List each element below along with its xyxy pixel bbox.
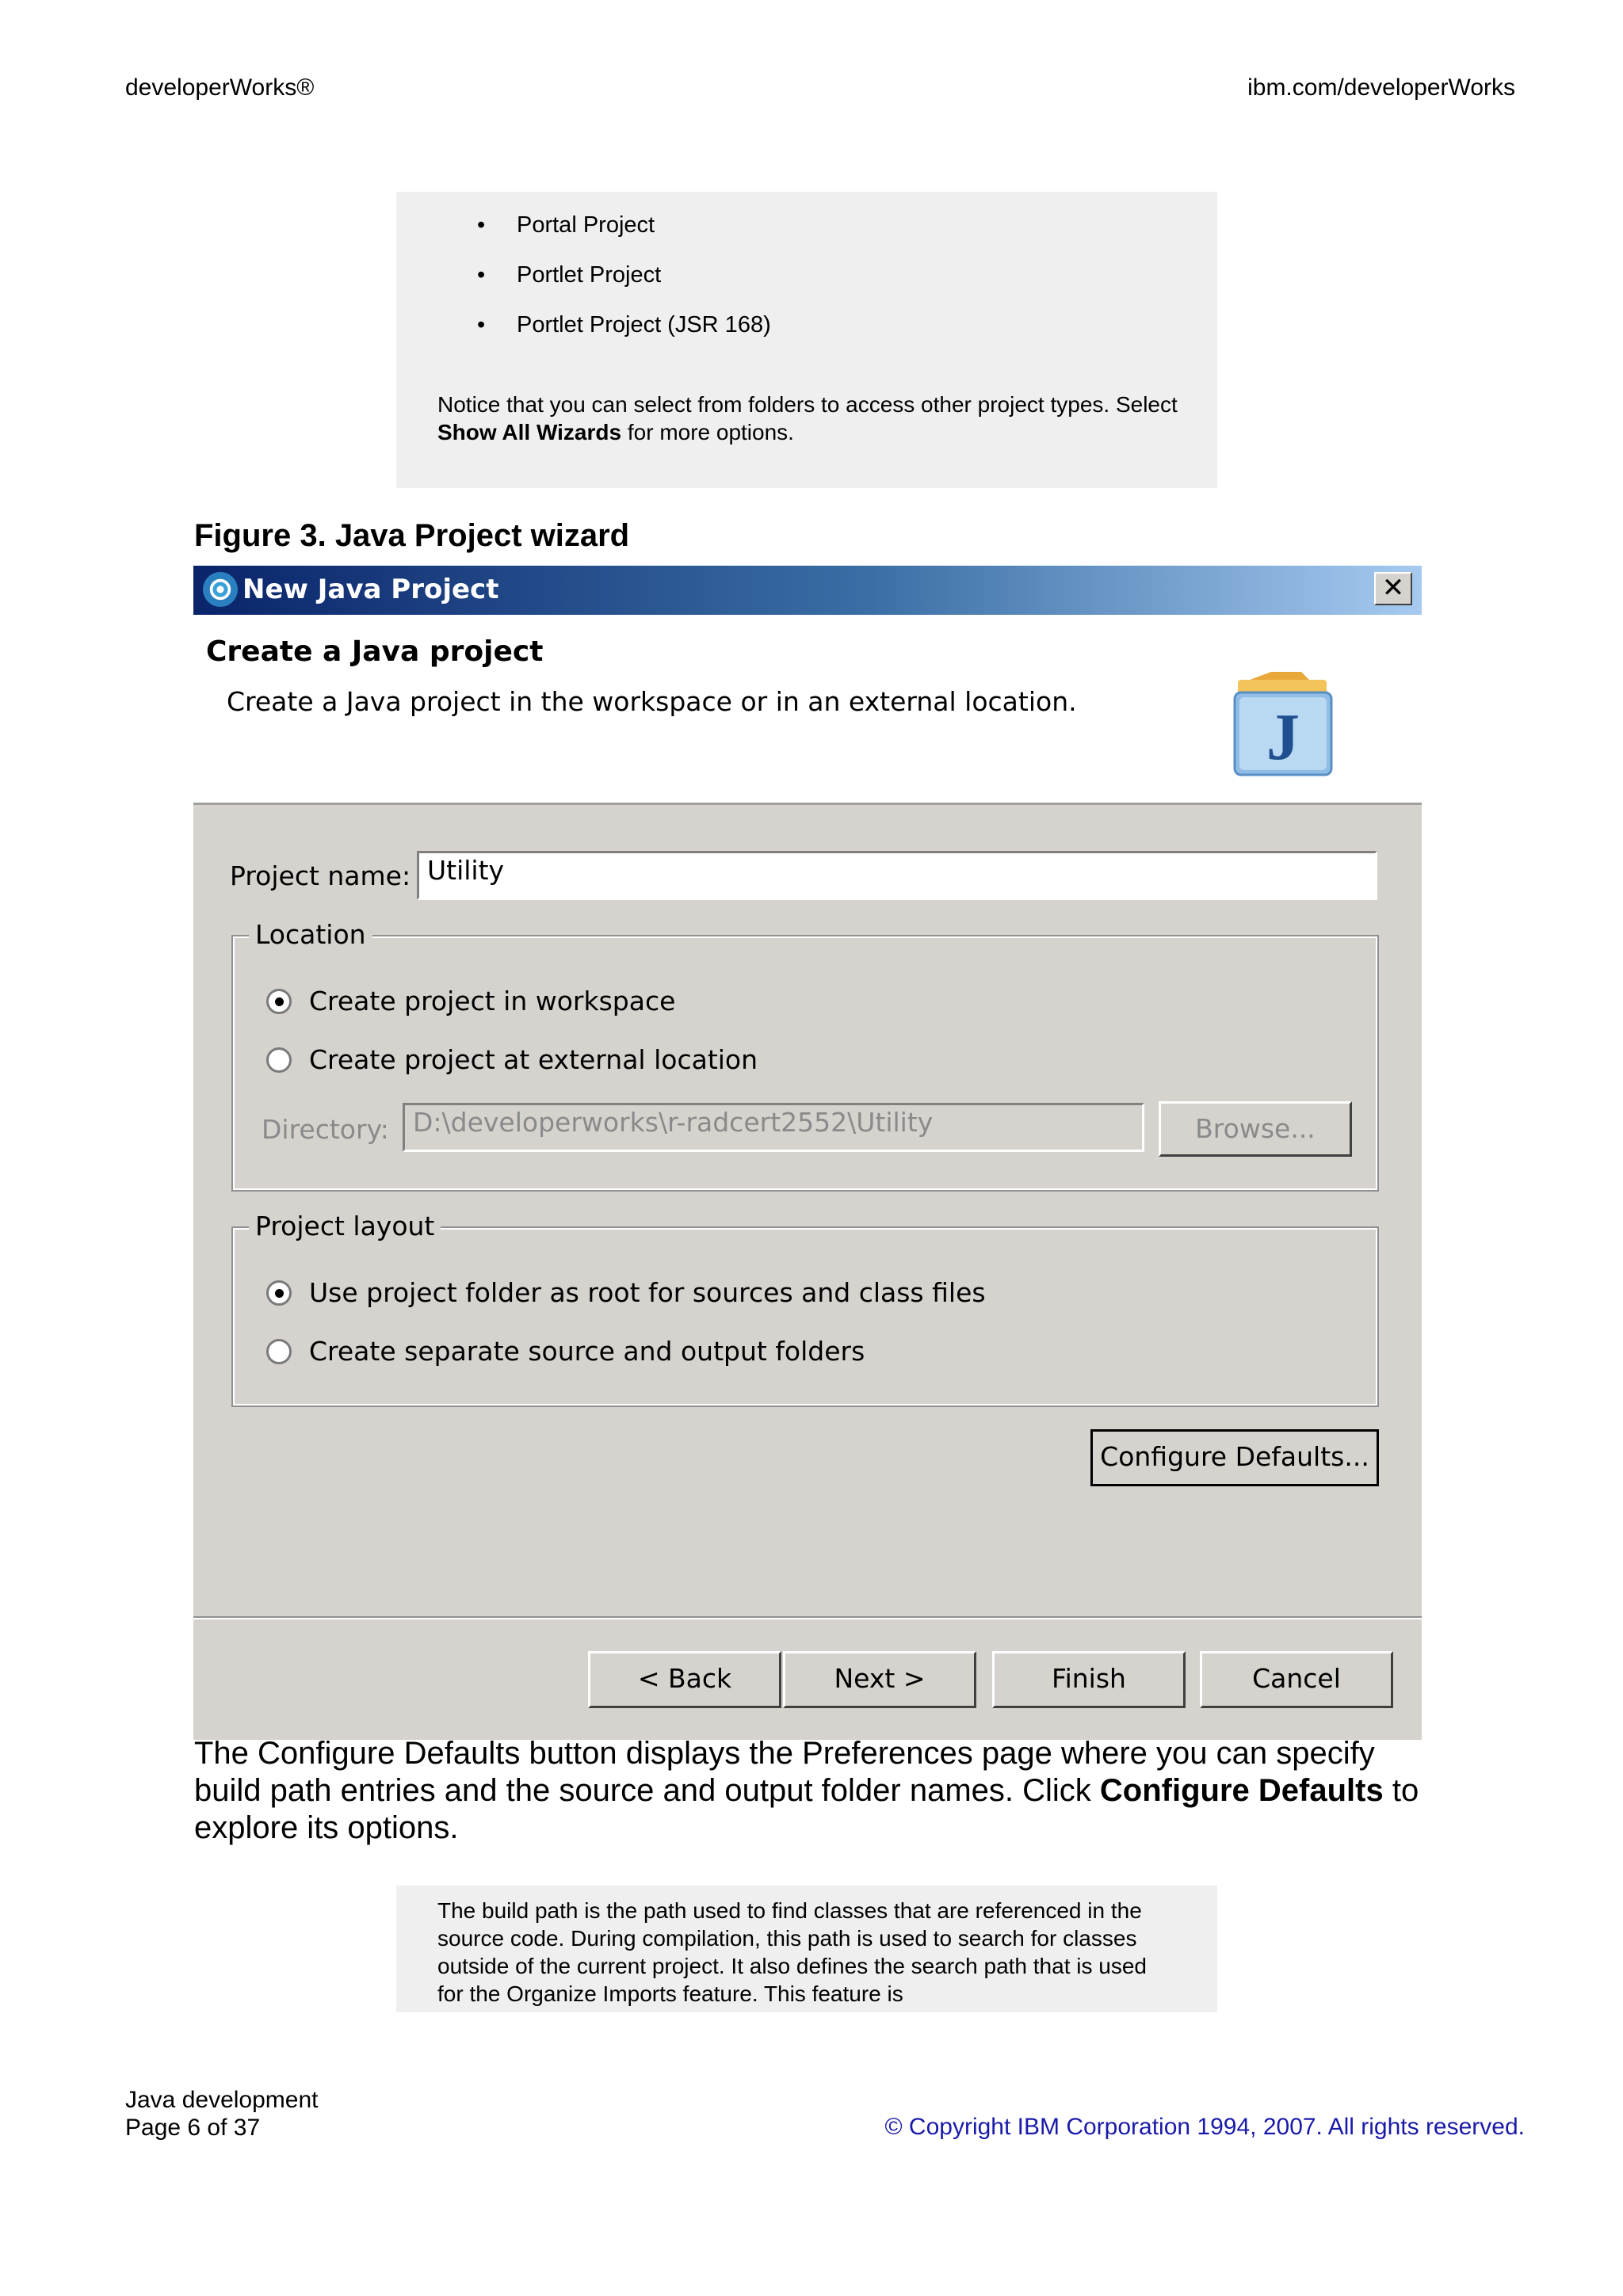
radio-label: Create separate source and output folders	[309, 1336, 865, 1367]
browse-button[interactable]: Browse...	[1159, 1101, 1352, 1157]
body-text: The Configure Defaults button displays the Preferences page where you can specify build path entries and the source and output folder names. Click	[194, 1736, 1375, 1808]
project-name-label: Project name:	[230, 860, 411, 891]
banner-icon-letter: J	[1266, 700, 1300, 774]
note-box-wizards	[396, 192, 1217, 488]
radio-label: Create project at external location	[309, 1044, 758, 1075]
eclipse-icon	[203, 572, 238, 607]
header-brand: developerWorks®	[125, 74, 315, 101]
note-paragraph	[437, 391, 1178, 446]
header-url: ibm.com/developerWorks	[1247, 74, 1515, 101]
directory-input[interactable]: D:\developerworks\r-radcert2552\Utility	[403, 1103, 1144, 1152]
finish-button[interactable]: Finish	[992, 1651, 1186, 1708]
configure-defaults-button[interactable]: Configure Defaults...	[1090, 1429, 1379, 1486]
location-group-label: Location	[249, 919, 372, 950]
radio-create-in-workspace[interactable]	[309, 986, 675, 1016]
list-item-label: Portal Project	[517, 212, 655, 238]
directory-label: Directory:	[262, 1114, 389, 1145]
radio-separate-folders[interactable]	[309, 1336, 865, 1367]
location-group	[233, 919, 1377, 1190]
java-project-folder-icon	[1224, 664, 1342, 783]
radio-create-external[interactable]	[309, 1044, 758, 1075]
footer-title: Java development	[125, 2087, 319, 2113]
note-text-end: for more options.	[621, 420, 794, 444]
cancel-button[interactable]: Cancel	[1200, 1651, 1393, 1708]
close-icon: ✕	[1381, 572, 1405, 604]
body-text-end: to explore its options.	[194, 1773, 1419, 1845]
radio-selected-icon	[266, 1280, 292, 1306]
close-button[interactable]	[1374, 572, 1412, 605]
footer-page-number: Page 6 of 37	[125, 2115, 261, 2141]
back-button[interactable]: < Back	[588, 1651, 781, 1708]
list-item: • Portal Project	[477, 212, 655, 238]
figure-caption: Figure 3. Java Project wizard	[194, 518, 630, 553]
note-text: The build path is the path used to find classes that are referenced in the source code. During compilation, this path is used to search for classes outside of the current project. It also defines the search path that is used for the Organize Imports feature. This feature is	[437, 1898, 1147, 2006]
dialog-separator	[193, 1616, 1422, 1619]
footer-copyright-link[interactable]: © Copyright IBM Corporation 1994, 2007. All rights reserved.	[884, 2114, 1525, 2140]
body-paragraph	[194, 1735, 1446, 1847]
banner-title: Create a Java project	[206, 635, 544, 668]
radio-label: Create project in workspace	[309, 986, 676, 1016]
radio-project-folder-root[interactable]	[309, 1277, 986, 1308]
project-name-input[interactable]: Utility	[417, 851, 1377, 900]
radio-label: Use project folder as root for sources and class files	[309, 1277, 986, 1308]
wizard-banner	[193, 615, 1422, 805]
list-item: • Portlet Project	[477, 262, 662, 288]
note-text: Notice that you can select from folders to access other project types. Select	[437, 392, 1178, 417]
next-button[interactable]: Next >	[783, 1651, 976, 1708]
radio-unselected-icon	[266, 1047, 292, 1073]
radio-unselected-icon	[266, 1339, 292, 1364]
dialog-titlebar[interactable]	[193, 566, 1422, 615]
note-bold-text: Show All Wizards	[437, 420, 622, 444]
list-item: • Portlet Project (JSR 168)	[477, 312, 771, 338]
new-java-project-dialog	[193, 566, 1422, 1740]
body-bold-text: Configure Defaults	[1099, 1773, 1384, 1808]
list-item-label: Portlet Project (JSR 168)	[517, 312, 771, 338]
radio-selected-icon	[266, 989, 292, 1014]
dialog-title: New Java Project	[242, 574, 499, 605]
note-box-build-path	[396, 1886, 1217, 2012]
list-item-label: Portlet Project	[517, 262, 662, 288]
project-type-list	[437, 209, 1178, 359]
project-layout-group-label: Project layout	[249, 1211, 441, 1241]
project-layout-group	[233, 1211, 1377, 1405]
footer-left	[125, 2086, 319, 2142]
banner-description: Create a Java project in the workspace or in an external location.	[227, 686, 1077, 717]
